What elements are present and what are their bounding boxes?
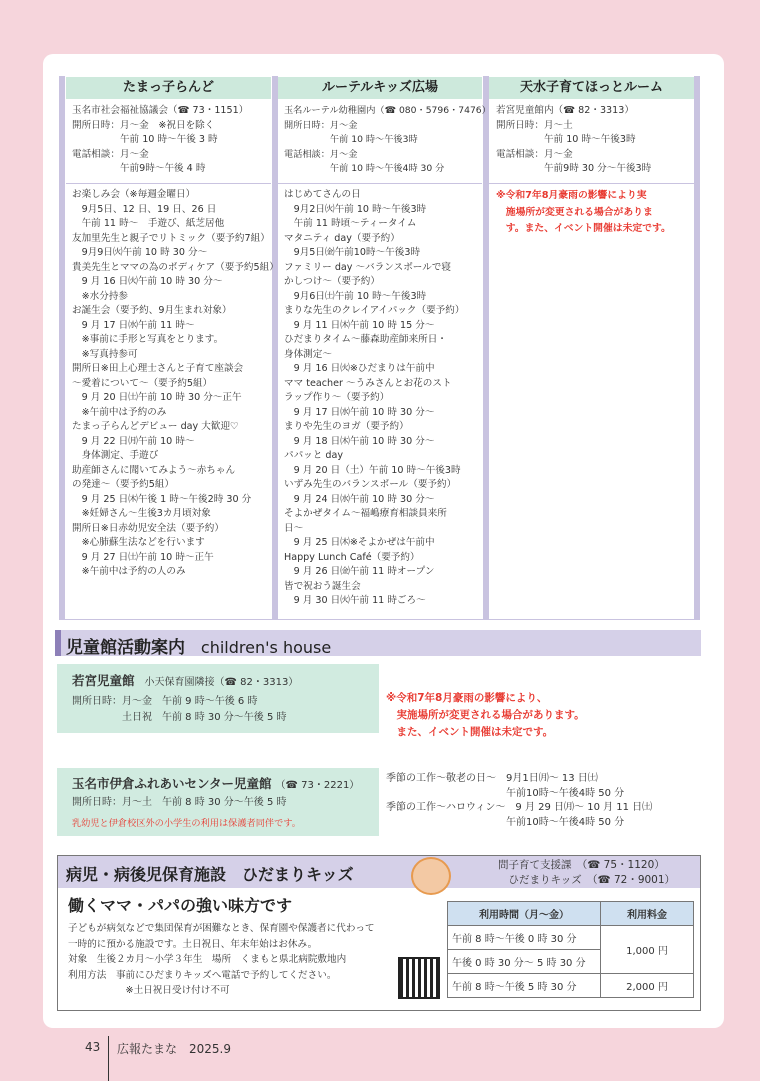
ikura-hours: 開所日時：月～土 午前 8 時 30 分～午後 5 時	[72, 797, 287, 808]
column-events: お楽しみ会（※毎週金曜日） 9月5日、12 日、19 日、26 日 午前 11 時～ 手遊び、紙芝居他 友加里先生と親子でリトミック（要予約7組） 9月9日㈫午前 10 時 30 分～ 貴美先生とママの為のボディケア（要予約5組） 9 月 16 日㈫午前 10 時 30 分～ ※水分持参 お誕生会（要予約、9月生まれ対象） 9 月 17 日㈬午前 11 時～ ※事前に手形と写真をとります。 ※写真持参可 開所日※田上心理士さんと子育て座談会 ～愛着について～（要予約5組） 9 月 20 日㈯午前 10 時 30 分～正午 ※午前中は予約のみ たまっ子らんどデビュー day 大歓迎♡ 9 月 22 日㈪午前 10 時～ 身体測定、手遊び 助産師さんに聞いてみよう～赤ちゃん の発達～（要予約5組） 9 月 25 日㈭午後 1 時～午後2時 30 分 ※妊婦さん～生後3カ月頃対象 開所日※日赤幼児安全法（要予約） ※心肺蘇生法などを行います 9 月 27 日㈯午前 10 時～正午 ※午前中は予約の人のみ	[72, 189, 279, 577]
footer-divider	[108, 1036, 109, 1081]
table-cell-time: 午前 8 時～午後 0 時 30 分	[448, 926, 601, 950]
column-title: ルーテルキッズ広場	[278, 77, 482, 99]
column-title: 天水子育てほっとルーム	[489, 77, 694, 99]
section-title-ja: 児童館活動案内	[66, 638, 185, 658]
section-title	[66, 633, 331, 658]
table-row	[448, 926, 694, 950]
table-cell-time: 午後 0 時 30 分～ 5 時 30 分	[448, 950, 601, 974]
info-divider	[489, 183, 694, 184]
ikura-name	[72, 774, 359, 792]
page-number: 43	[85, 1040, 101, 1054]
publication-name: 広報たまな 2025.9	[117, 1042, 231, 1056]
ikura-tel: （☎ 73・2221）	[275, 780, 360, 791]
column-events: はじめてさんの日 9月2日㈫午前 10 時～午後3時 午前 11 時頃～ティータイム マタニティ day（要予約） 9月5日㈮午前10時～午後3時 ファミリー day ～バランスボールで寝 かしつけ～（要予約） 9月6日㈯午前 10 時～午後3時 まりな先生のクレイアイパック（要予約） 9 月 11 日㈭午前 10 時 15 分～ ひだまりタイム～藤森助産師来所日・ 身体測定～ 9 月 16 日㈫※ひだまりは午前中 ママ teacher ～うみさんとお花のスト ラップ作り～（要予約） 9 月 17 日㈬午前 10 時 30 分～ まりや先生のヨガ（要予約） 9 月 18 日㈭午前 10 時 30 分～ パパッと day 9 月 20 日（土）午前 10 時～午後3時 いずみ先生のバランスボール（要予約） 9 月 24 日㈬午前 10 時 30 分～ そよかぜタイム～福嶋療育相談員来所 日～ 9 月 25 日㈭※そよかぜは午前中 Happy Lunch Café（要予約） 9 月 26 日㈮午前 11 時オープン 皆で祝おう誕生会 9 月 30 日㈫午前 11 時ごろ～	[284, 189, 465, 606]
wakamiya-notice: ※令和7年8月豪雨の影響により、 実施場所が変更される場合があります。 また、イベント開催は未定です。	[386, 692, 585, 738]
column-notice: ※令和7年8月豪雨の影響により実 施場所が変更される場合がありま す。また、イベント開催は未定です。	[496, 190, 671, 234]
table-header: 利用料金	[601, 902, 694, 926]
wakamiya-name	[72, 671, 298, 689]
wakamiya-sub: 小天保育園隣接（☎ 82・3313）	[144, 677, 299, 688]
table-cell-time: 午前 8 時～午後 5 時 30 分	[448, 974, 601, 998]
hidamari-contacts: 問子育て支援課 （☎ 75・1120） ひだまりキッズ （☎ 72・9001）	[498, 859, 676, 886]
column-bottom-rule	[59, 619, 700, 620]
table-header: 利用時間（月～金）	[448, 902, 601, 926]
fee-table	[447, 901, 694, 998]
ikura-events: 季節の工作～敬老の日～ 9月1日㈪～ 13 日㈯ 午前10時～午後4時 50 分 季節の工作～ハロウィン～ 9 月 29 日㈪～ 10 月 11 日㈯ 午前10時～午後4時 50 分	[386, 773, 653, 828]
section-title-en: children's house	[200, 638, 332, 657]
section-accent	[55, 630, 61, 656]
column-info: 玉名ルーテル幼稚園内（☎ 080・5796・7476） 開所日時：月～金 午前 10 時～午後3時 電話相談：月～金 午前 10 時～午後4時 30 分	[284, 105, 491, 174]
ikura-title: 玉名市伊倉ふれあいセンター児童館	[72, 776, 272, 791]
table-header-row	[448, 902, 694, 926]
wakamiya-title: 若宮児童館	[72, 673, 135, 688]
table-row	[448, 974, 694, 998]
table-cell-fee: 1,000 円	[601, 926, 694, 974]
column-info: 若宮児童館内（☎ 82・3313） 開所日時：月～土 午前 10 時～午後3時 電話相談：月～金 午前9時 30 分～午後3時	[496, 105, 652, 174]
hidamari-title: 病児・病後児保育施設 ひだまりキッズ	[66, 865, 354, 884]
hidamari-body: 子どもが病気などで集団保育が困難なとき、保育園や保護者に代わって 一時的に預かる施設です。土日祝日、年末年始はお休み。 対象 生後２カ月～小学３年生 場所 くまもと県北病院敷地内 利用方法 事前にひだまりキッズへ電話で予約してください。 ※土日祝日受け付け不可	[68, 923, 375, 996]
column-divider	[59, 76, 65, 620]
hidamari-headline: 働くママ・パパの強い味方です	[68, 896, 293, 915]
column-title: たまっ子らんど	[66, 77, 271, 99]
info-divider	[66, 183, 271, 184]
column-info: 玉名市社会福祉協議会（☎ 73・1151） 開所日時：月～金 ※祝日を除く 午前 10 時～午後 3 時 電話相談：月～金 午前9時～午後 4 時	[72, 105, 249, 174]
ikura-note: 乳幼児と伊倉校区外の小学生の利用は保護者同伴です。	[72, 818, 301, 829]
table-cell-fee: 2,000 円	[601, 974, 694, 998]
mascot-icon	[411, 857, 451, 895]
column-divider	[694, 76, 700, 620]
qr-code-icon	[398, 957, 440, 999]
wakamiya-hours: 開所日時：月～金 午前 9 時～午後 6 時 土日祝 午前 8 時 30 分～午後 5 時	[72, 696, 287, 723]
info-divider	[278, 183, 482, 184]
